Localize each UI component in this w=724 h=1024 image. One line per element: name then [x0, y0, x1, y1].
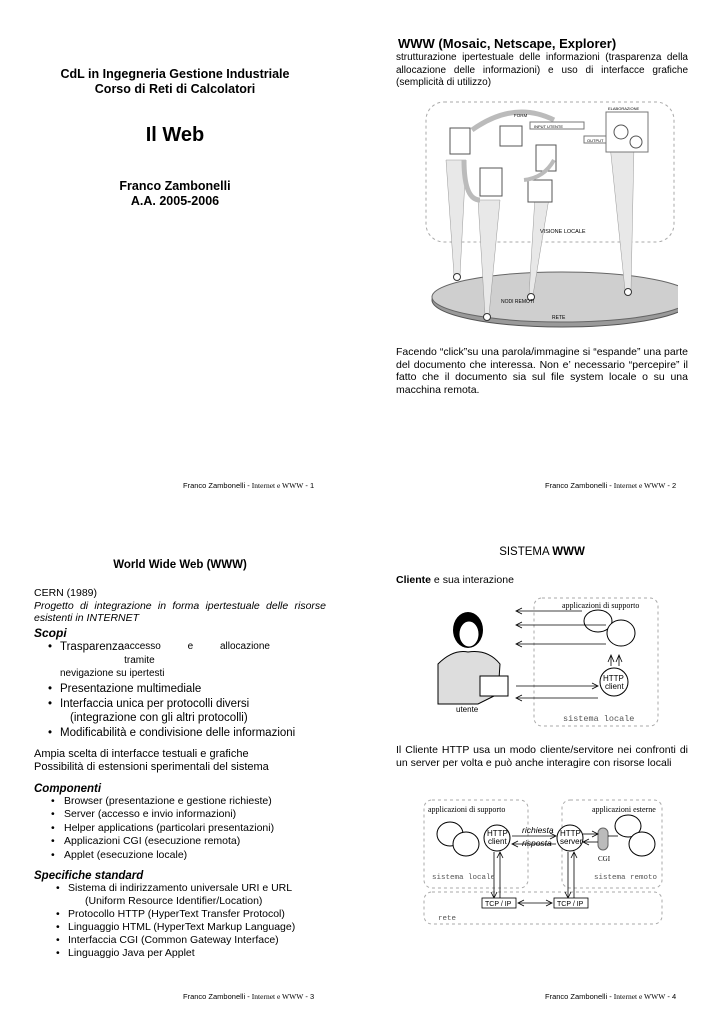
label-utente: utente: [456, 705, 479, 714]
slide1-year: A.A. 2005-2006: [130, 194, 220, 208]
slide3-scopi-heading: Scopi: [34, 625, 67, 640]
slide4-cliente: [396, 574, 514, 586]
scopi-list: [48, 640, 326, 740]
footer-author: Franco Zambonelli -: [545, 992, 614, 1001]
label-visione-locale: VISIONE LOCALE: [540, 229, 586, 235]
footer-course: Internet e WWW: [613, 992, 666, 1001]
label-elaborazione: ELABORAZIONE: [608, 106, 640, 111]
slide3-cern: CERN (1989): [34, 587, 98, 599]
label-sistema-locale: sistema locale: [563, 714, 635, 724]
label-server: server: [560, 837, 583, 846]
specifiche-uri: Sistema di indirizzamento universale URI e URL: [68, 882, 293, 894]
specifiche-item: • Interfaccia CGI (Common Gateway Interface): [34, 934, 326, 947]
scopi-item: • Presentazione multimediale: [48, 682, 326, 696]
slide3-possibilita: Possibilità di estensioni sperimentali del sistema: [34, 760, 269, 773]
slide3-specifiche-heading: Specifiche standard: [34, 870, 144, 882]
scopi-sub: (integrazione con gli altri protocolli): [70, 711, 248, 724]
footer-page: - 2: [665, 481, 677, 490]
footer-course: Internet e WWW: [251, 481, 304, 490]
footer-author: Franco Zambonelli -: [183, 481, 252, 490]
label-rete-2: rete: [438, 915, 457, 923]
slide1-line1: CdL in Ingegneria Gestione Industriale: [60, 67, 290, 81]
label-http: HTTP: [603, 674, 624, 683]
componenti-item: • Applet (esecuzione locale): [34, 849, 326, 863]
label-form: FORM: [514, 113, 528, 118]
scopi-trasparenza-rest: accesso e allocazione tramite: [124, 640, 270, 666]
footer-page: - 1: [303, 481, 315, 490]
slide2-footer: [545, 481, 676, 490]
specifiche-item: [34, 882, 326, 908]
user-icon: [438, 612, 508, 704]
slide2-body: Facendo “click”su una parola/immagine si “espande” una parte del documento che interessa. Non e’ necessario “percepire” il fatto che il documento sia sul file system locale o su una macchina remota.: [396, 346, 688, 396]
specifiche-item: • Linguaggio HTML (HyperText Markup Language): [34, 921, 326, 934]
label-richiesta: richiesta: [522, 825, 554, 835]
slide3-componenti-heading: Componenti: [34, 782, 102, 795]
title-prefix: SISTEMA: [499, 546, 553, 558]
label-app-supporto-2: applicazioni di supporto: [428, 805, 506, 814]
slide4-title: [396, 546, 688, 558]
cliente-bold: Cliente: [396, 574, 432, 586]
slide4-footer: [545, 992, 676, 1001]
web-diagram: [424, 100, 678, 328]
label-http-client: HTTP: [487, 829, 508, 838]
scopi-item: • Interfaccia unica per protocolli diversi: [48, 697, 326, 711]
label-input-utente: INPUT UTENTE: [534, 124, 564, 129]
specifiche-list: [34, 882, 326, 960]
label-app-supporto: applicazioni di supporto: [562, 601, 640, 610]
footer-course: Internet e WWW: [251, 992, 304, 1001]
scopi-item: [48, 640, 326, 680]
componenti-list: [34, 795, 326, 863]
label-sistema-remoto: sistema remoto: [594, 874, 658, 882]
slide4-body: Il Cliente HTTP usa un modo cliente/servitore nei confronti di un server per volta e può anche interagire con risorse locali: [396, 744, 688, 769]
slide1-author: Franco Zambonelli: [119, 179, 231, 193]
client-server-diagram: [422, 796, 666, 928]
footer-page: - 4: [665, 992, 677, 1001]
slide3-project: Progetto di integrazione in forma ipertestuale delle risorse esistenti in INTERNET: [34, 599, 326, 624]
label-tcpip-client: TCP / IP: [485, 901, 512, 908]
componenti-item: • Browser (presentazione e gestione richieste): [34, 795, 326, 809]
label-tcpip-server: TCP / IP: [557, 901, 584, 908]
slide1-title: Il Web: [145, 124, 205, 146]
slide1-footer: [183, 481, 314, 490]
slide3-ampia: Ampia scelta di interfacce testuali e grafiche: [34, 747, 249, 760]
scopi-item: • Modificabilità e condivisione delle informazioni: [48, 726, 326, 740]
scopi-trasparenza: • Trasparenza: [60, 640, 125, 653]
label-client: client: [605, 682, 624, 691]
specifiche-item: • Protocollo HTTP (HyperText Transfer Protocol): [34, 908, 326, 921]
specifiche-item: • Linguaggio Java per Applet: [34, 947, 326, 960]
componenti-item: • Applicazioni CGI (esecuzione remota): [34, 835, 326, 849]
scopi-subitem: [48, 711, 326, 725]
scopi-trasparenza-line2: nevigazione su ipertesti: [60, 667, 165, 679]
componenti-item: • Server (accesso e invio informazioni): [34, 808, 326, 822]
client-diagram: [428, 594, 664, 730]
slide1-line2: Corso di Reti di Calcolatori: [94, 82, 256, 96]
footer-author: Franco Zambonelli -: [183, 992, 252, 1001]
label-client-2: client: [488, 837, 507, 846]
label-sistema-locale-2: sistema locale: [432, 874, 496, 882]
componenti-item: • Helper applications (particolari presentazioni): [34, 822, 326, 836]
cliente-rest: e sua interazione: [431, 574, 514, 586]
label-http-server: HTTP: [560, 829, 581, 838]
footer-author: Franco Zambonelli -: [545, 481, 614, 490]
label-risposta: risposta: [522, 838, 552, 848]
footer-page: - 3: [303, 992, 315, 1001]
label-rete: RETE: [552, 315, 566, 321]
slide3-title: World Wide Web (WWW): [113, 559, 247, 571]
label-app-esterne: applicazioni esterne: [592, 805, 656, 814]
label-cgi: CGI: [598, 855, 611, 863]
label-nodi-remoti: NODI REMOTI: [501, 299, 535, 305]
label-output: OUTPUT: [587, 138, 604, 143]
slide2-intro: strutturazione ipertestuale delle informazioni (trasparenza della allocazione delle informazioni) e uso di interfacce grafiche (semplicità di utilizzo): [396, 52, 688, 88]
footer-course: Internet e WWW: [613, 481, 666, 490]
specifiche-uri-sub: (Uniform Resource Identifier/Location): [85, 895, 263, 907]
slide3-footer: [183, 992, 314, 1001]
slide2-title: WWW (Mosaic, Netscape, Explorer): [398, 36, 617, 51]
title-bold: WWW: [552, 546, 585, 558]
